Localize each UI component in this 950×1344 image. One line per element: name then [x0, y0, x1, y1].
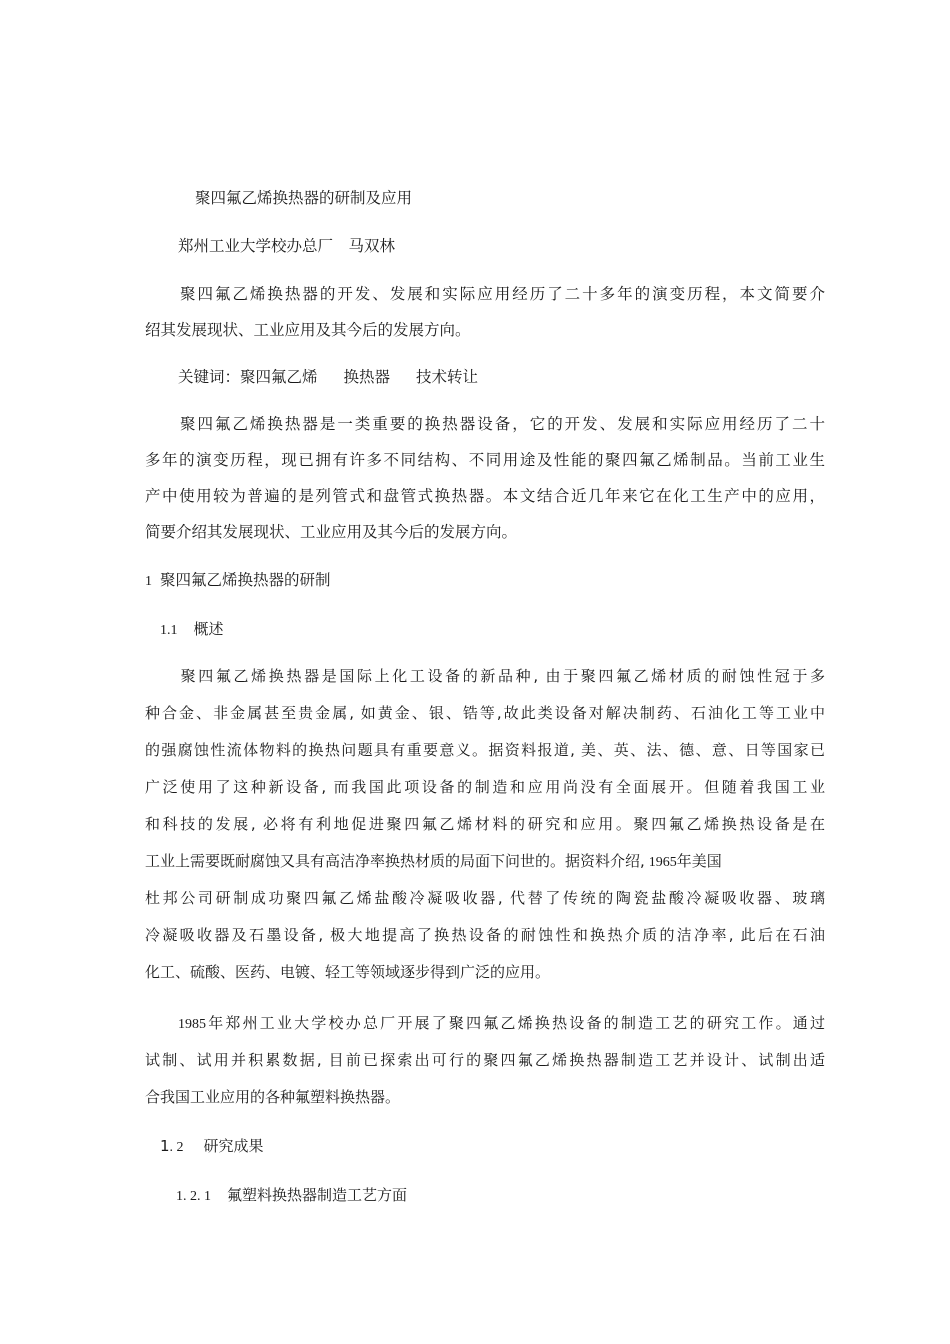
year-text: 1985	[178, 1017, 206, 1032]
section-number: 1	[160, 1137, 170, 1155]
author-text: 郑州工业大学校办总厂 马双林	[178, 237, 396, 255]
title-text: 聚四氟乙烯换热器的研制及应用	[195, 189, 413, 207]
year-text: 1965	[648, 855, 677, 870]
overview-line-5: 和科技的发展, 必将有利地促进聚四氟乙烯材料的研究和应用。聚四氟乙烯换热设备是在	[145, 815, 825, 833]
abstract-line-2: 绍其发展现状、工业应用及其今后的发展方向。	[145, 321, 471, 339]
overview-line-1: 聚四氟乙烯换热器是国际上化工设备的新品种, 由于聚四氟乙烯材质的耐蚀性冠于多	[178, 667, 825, 685]
keywords-line	[178, 367, 858, 387]
intro-line-4: 简要介绍其发展现状、工业应用及其今后的发展方向。	[145, 523, 518, 541]
intro-line-3: 产中使用较为普遍的是列管式和盘管式换热器。本文结合近几年来它在化工生产中的应用，	[145, 487, 825, 505]
keyword-item: 技术转让	[416, 368, 479, 386]
keywords-label: 关键词：	[178, 368, 241, 386]
section-title: 氟塑料换热器制造工艺方面	[227, 1186, 408, 1204]
section-title: 聚四氟乙烯换热器的研制	[160, 571, 331, 589]
overview-line-7: 杜邦公司研制成功聚四氟乙烯盐酸冷凝吸收器, 代替了传统的陶瓷盐酸冷凝吸收器、玻璃	[145, 889, 825, 907]
section-1-2-heading: 1. 2 研究成果	[160, 1137, 264, 1155]
overview-line-3: 的强腐蚀性流体物料的换热问题具有重要意义。据资料报道, 美、英、法、德、意、日等国家已	[145, 741, 825, 759]
section-1-heading	[145, 570, 825, 592]
overview-line-2: 种合金、非金属甚至贵金属, 如黄金、银、锆等,故此类设备对解决制药、石油化工等工业中	[145, 704, 825, 722]
intro-line-1: 聚四氟乙烯换热器是一类重要的换热器设备，它的开发、发展和实际应用经历了二十	[178, 415, 825, 433]
overview-line-6: 工业上需要既耐腐蚀又具有高洁净率换热材质的局面下问世的。据资料介绍, 1965年美国	[145, 851, 825, 873]
section-title: 概述	[193, 620, 224, 638]
history-line-1: 1985年郑州工业大学校办总厂开展了聚四氟乙烯换热设备的制造工艺的研究工作。通过	[145, 1013, 825, 1035]
section-number: 1.1	[160, 623, 178, 638]
keyword-item: 换热器	[343, 368, 391, 386]
section-title: 研究成果	[203, 1137, 264, 1155]
author-line	[178, 236, 858, 256]
overview-line-8: 冷凝吸收器及石墨设备, 极大地提高了换热设备的耐蚀性和换热介质的洁净率, 此后在石油	[145, 926, 825, 944]
page-title	[195, 188, 875, 208]
section-1-2-1-heading	[176, 1185, 856, 1207]
overview-line-4: 广泛使用了这种新设备, 而我国此项设备的制造和应用尚没有全面展开。但随着我国工业	[145, 778, 825, 796]
overview-line-9: 化工、硫酸、医药、电镀、轻工等领域逐步得到广泛的应用。	[145, 963, 551, 981]
history-line-3: 合我国工业应用的各种氟塑料换热器。	[145, 1088, 401, 1106]
section-1-1-heading	[160, 619, 840, 641]
abstract-line-1: 聚四氟乙烯换热器的开发、发展和实际应用经历了二十多年的演变历程，本文简要介	[178, 285, 825, 303]
section-number: 1	[145, 574, 152, 589]
section-number: 1. 2. 1	[176, 1189, 211, 1204]
intro-line-2: 多年的演变历程，现已拥有许多不同结构、不同用途及性能的聚四氟乙烯制品。当前工业生	[145, 451, 825, 469]
keyword-item: 聚四氟乙烯	[240, 368, 318, 386]
history-line-2: 试制、试用并积累数据, 目前已探索出可行的聚四氟乙烯换热器制造工艺并设计、试制出适	[145, 1051, 825, 1069]
